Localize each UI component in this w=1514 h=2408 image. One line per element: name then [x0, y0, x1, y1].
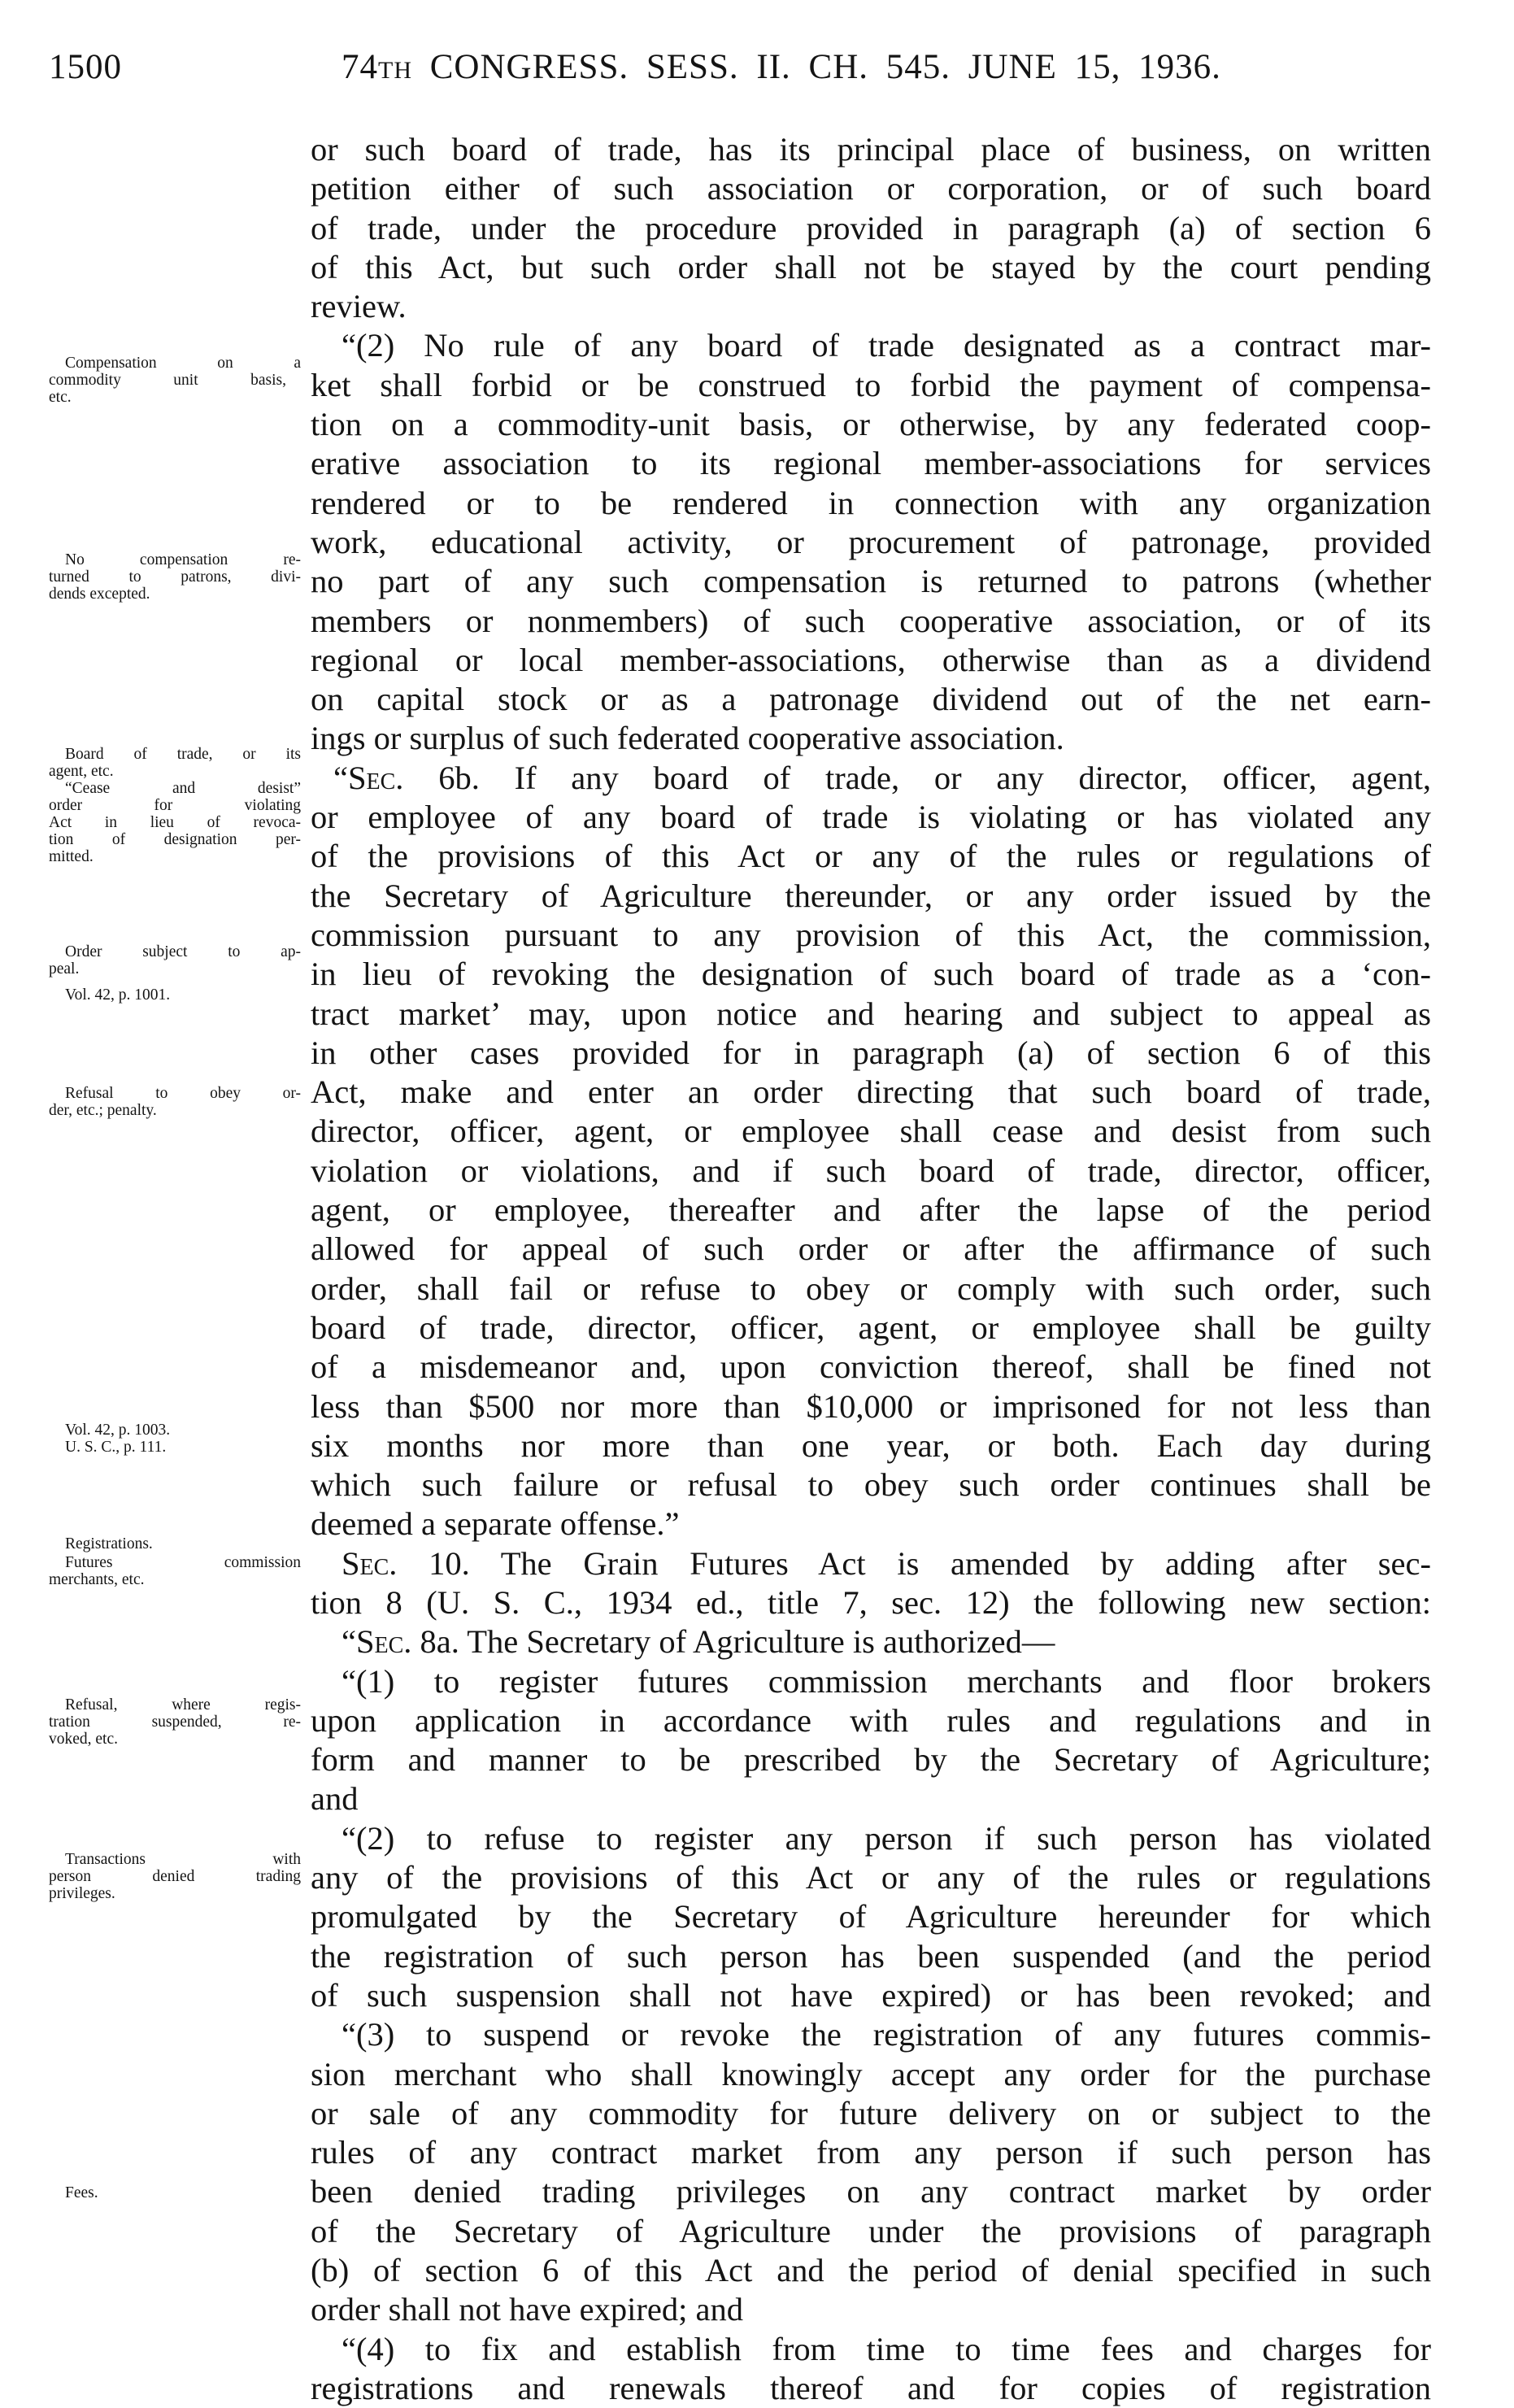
margin-note-line: “Cease and desist” [65, 780, 301, 797]
margin-note-line: etc. [49, 389, 72, 406]
body-line: been denied trading privileges on any contract market by order [311, 2173, 1431, 2210]
body-line: regional or local member-associations, otherwise than as a dividend [311, 641, 1431, 678]
margin-note-refusal-obey [49, 1085, 301, 1119]
running-head-text: CONGRESS. SESS. II. CH. 545. JUNE 15, 1936. [429, 48, 1221, 86]
body-line: ket shall forbid or be construed to forbid the payment of compensa- [311, 366, 1431, 403]
margin-note-line: dends excepted. [49, 586, 150, 603]
body-line: of the provisions of this Act or any of the rules or regulations of [311, 838, 1431, 875]
section-6b-abbr: Sec. [347, 759, 404, 796]
body-line: petition either of such association or corporation, or of such board [311, 170, 1431, 207]
section-8a-lead: “ [342, 1623, 356, 1661]
body-line: deemed a separate offense.” [311, 1505, 680, 1543]
margin-note-line: Vol. 42, p. 1001. [65, 986, 171, 1004]
body-line: “(4) to fix and establish from time to time fees and charges for [342, 2330, 1431, 2367]
body-line: on capital stock or as a patronage dividend out of the net earn- [311, 681, 1431, 718]
margin-note-board-of-trade [49, 746, 301, 780]
body-line: agent, or employee, thereafter and after the lapse of the period [311, 1191, 1431, 1229]
body-line: members or nonmembers) of such cooperative association, or of its [311, 602, 1431, 639]
margin-note-line: Order subject to ap- [65, 943, 301, 960]
body-line: rendered or to be rendered in connection with any organization [311, 484, 1431, 521]
margin-note-compensation [49, 355, 301, 406]
margin-note-line: mitted. [49, 848, 94, 865]
margin-note-refusal-registration [49, 1696, 301, 1748]
body-line: “(1) to register futures commission merchants and floor brokers [342, 1662, 1431, 1700]
margin-note-no-compensation [49, 551, 301, 603]
margin-note-line: Refusal, where regis- [65, 1696, 301, 1713]
body-line: of this Act, but such order shall not be stayed by the court pending [311, 248, 1431, 285]
body-line: of a misdemeanor and, upon conviction thereof, shall be fined not [311, 1348, 1431, 1386]
margin-note-line: peal. [49, 960, 80, 978]
body-line: tion 8 (U. S. C., 1934 ed., title 7, sec. 12) the following new section: [311, 1583, 1431, 1621]
margin-note-line: voked, etc. [49, 1731, 119, 1748]
body-line: form and manner to be prescribed by the Secretary of Agriculture; [311, 1741, 1431, 1779]
body-line: of such suspension shall not have expired) or has been revoked; and [311, 1976, 1431, 2014]
margin-note-line: Board of trade, or its [65, 746, 301, 763]
body-line: commission pursuant to any provision of this Act, the commission, [311, 916, 1431, 953]
body-line: ings or surplus of such federated cooperative association. [311, 720, 1064, 757]
margin-note-line: tration suspended, re- [49, 1713, 301, 1731]
body-line: tract market’ may, upon notice and hearing and subject to appeal as [311, 995, 1431, 1032]
body-line: of trade, under the procedure provided in paragraph (a) of section 6 [311, 209, 1431, 246]
margin-note-line: Act in lieu of revoca- [49, 814, 301, 831]
body-line: violation or violations, and if such board of trade, director, officer, [311, 1152, 1431, 1189]
margin-note-line: privileges. [49, 1885, 115, 1902]
section-8a-first-line [311, 1622, 1431, 1661]
body-line: allowed for appeal of such order or after the affirmance of such [311, 1230, 1431, 1268]
body-line: less than $500 nor more than $10,000 or imprisoned for not less than [311, 1387, 1431, 1425]
body-line: or employee of any board of trade is violating or has violated any [311, 799, 1431, 836]
margin-note-line: No compensation re- [65, 551, 301, 568]
margin-note-line: U. S. C., p. 111. [65, 1439, 167, 1456]
margin-note-line: merchants, etc. [49, 1571, 145, 1588]
margin-note-line: Refusal to obey or- [65, 1085, 301, 1102]
body-line: of the Secretary of Agriculture under the provisions of paragraph [311, 2212, 1431, 2249]
body-line: tion on a commodity-unit basis, or otherwise, by any federated coop- [311, 406, 1431, 443]
margin-note-cease-desist [49, 780, 301, 865]
margin-note-line: person denied trading [49, 1868, 301, 1885]
congress-suffix: TH [378, 57, 412, 84]
body-line: board of trade, director, officer, agent, or employee shall be guilty [311, 1309, 1431, 1346]
section-6b-lead: “ [333, 759, 348, 796]
margin-note-line: agent, etc. [49, 763, 114, 780]
section-6b-first-line [311, 759, 1431, 798]
section-8a-abbr: Sec. [355, 1623, 412, 1661]
body-line: Act, make and enter an order directing that such board of trade, [311, 1073, 1431, 1111]
margin-note-line: commodity unit basis, [49, 372, 286, 389]
margin-note-line: order for violating [49, 797, 301, 814]
section-10-first-line [311, 1544, 1431, 1583]
margin-note-line: Fees. [65, 2184, 98, 2201]
body-line: and [311, 1780, 359, 1818]
body-line: any of the provisions of this Act or any of the rules or regulations [311, 1859, 1431, 1896]
margin-note-fees [49, 2184, 301, 2201]
margin-note-line: Futures commission [65, 1554, 301, 1571]
margin-note-line: der, etc.; penalty. [49, 1102, 157, 1119]
margin-note-order-subject [49, 943, 301, 978]
margin-note-futures-commission [49, 1554, 301, 1588]
body-line: “(2) No rule of any board of trade designated as a contract mar- [342, 327, 1431, 364]
section-6b-number: 6b. [438, 759, 480, 796]
body-line: which such failure or refusal to obey such order continues shall be [311, 1466, 1431, 1504]
body-line: order, shall fail or refuse to obey or comply with such order, such [311, 1269, 1431, 1307]
body-line: registrations and renewals thereof and for copies of registration [311, 2369, 1431, 2406]
body-line: or sale of any commodity for future delivery on or subject to the [311, 2094, 1431, 2131]
section-8a-text: 8a. The Secretary of Agriculture is authorized— [420, 1623, 1055, 1661]
body-line: or such board of trade, has its principal place of business, on written [311, 131, 1431, 168]
margin-notes [49, 0, 301, 2342]
body-line: promulgated by the Secretary of Agriculture hereunder for which [311, 1898, 1431, 1936]
statute-body [311, 130, 1431, 2408]
margin-note-line: Registrations. [65, 1535, 153, 1552]
body-line: erative association to its regional member-associations for services [311, 445, 1431, 482]
section-6b-text: If any board of trade, or any director, officer, agent, [514, 759, 1432, 796]
margin-note-line: Transactions with [65, 1851, 301, 1868]
body-line: director, officer, agent, or employee shall cease and desist from such [311, 1113, 1431, 1150]
body-line: “(3) to suspend or revoke the registration of any futures commis- [342, 2016, 1431, 2053]
body-line: the Secretary of Agriculture thereunder, or any order issued by the [311, 877, 1431, 914]
margin-note-vol42-1001 [49, 986, 301, 1004]
margin-note-line: Vol. 42, p. 1003. [65, 1422, 171, 1439]
margin-note-transactions [49, 1851, 301, 1902]
body-line: sion merchant who shall knowingly accept any order for the purchase [311, 2055, 1431, 2092]
section-10-text: 10. The Grain Futures Act is amended by adding after sec- [429, 1544, 1431, 1582]
page-number: 1500 [49, 48, 122, 86]
body-line: review. [311, 288, 407, 325]
body-line: in other cases provided for in paragraph (a) of section 6 of this [311, 1034, 1431, 1071]
body-line: in lieu of revoking the designation of such board of trade as a ‘con- [311, 956, 1431, 993]
body-line: no part of any such compensation is returned to patrons (whether [311, 563, 1431, 600]
running-head [342, 47, 1221, 87]
margin-note-registrations [49, 1535, 301, 1552]
body-line: the registration of such person has been suspended (and the period [311, 1937, 1431, 1975]
margin-note-vol42-1003 [49, 1422, 301, 1456]
congress-ordinal: 74 [342, 48, 378, 86]
margin-note-line: Compensation on a [65, 355, 301, 372]
margin-note-line: turned to patrons, divi- [49, 568, 301, 586]
body-line: upon application in accordance with rules and regulations and in [311, 1701, 1431, 1739]
body-line: six months nor more than one year, or both. Each day during [311, 1426, 1431, 1464]
body-line: rules of any contract market from any person if such person has [311, 2134, 1431, 2171]
section-10-abbr: Sec. [342, 1544, 398, 1582]
margin-note-line: tion of designation per- [49, 831, 301, 848]
body-line: work, educational activity, or procurement of patronage, provided [311, 523, 1431, 560]
body-line: “(2) to refuse to register any person if such person has violated [342, 1819, 1431, 1857]
body-line: order shall not have expired; and [311, 2291, 743, 2328]
body-line: (b) of section 6 of this Act and the period of denial specified in such [311, 2252, 1431, 2289]
